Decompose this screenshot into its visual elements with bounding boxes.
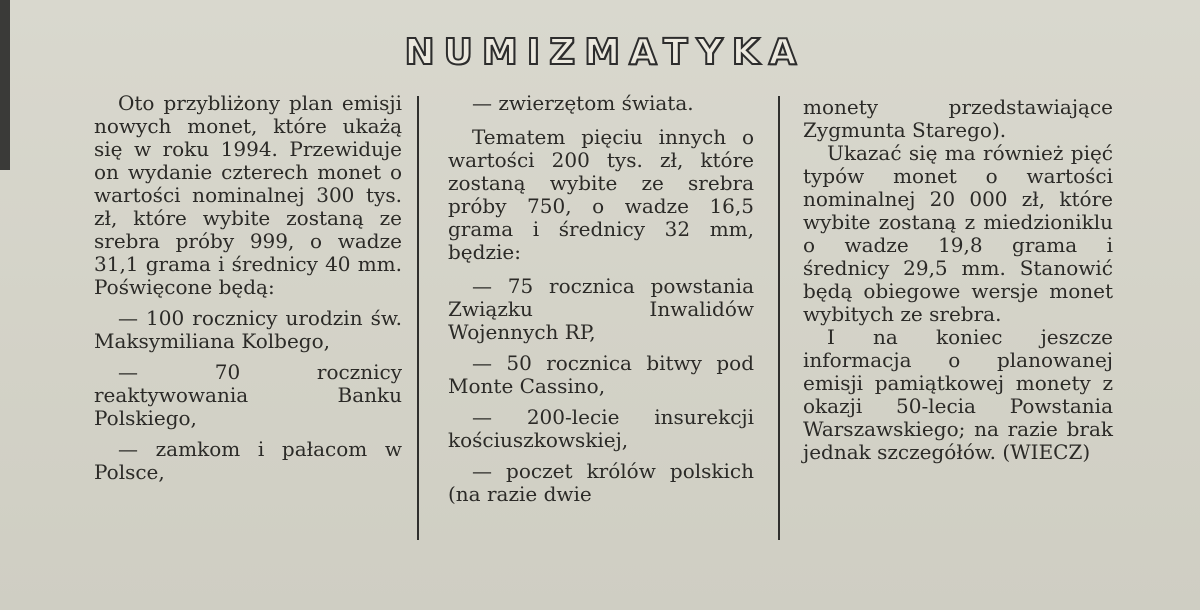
list-item-bank: — 70 rocznicy reaktywowania Banku Polskiego,	[94, 360, 402, 430]
article-column-3	[803, 96, 1113, 464]
section-heading: NUMIZMATYKA	[404, 32, 806, 73]
list-item-insurekcja: — 200-lecie insurekcji kościuszkowskiej,	[448, 405, 754, 452]
paragraph-miedzionikiel: Ukazać się ma również pięć typów monet o wartości nominalnej 20 000 zł, które wybite zostaną z miedzioniklu o wadze 19,8 grama i średnicy 29,5 mm. Stanowić będą obiegowe wersje monet wybitych ze srebra.	[803, 141, 1113, 326]
article-column-2	[448, 92, 754, 506]
list-item-monte-cassino: — 50 rocznica bitwy pod Monte Cassino,	[448, 351, 754, 398]
list-item-poczet: — poczet królów polskich (na razie dwie	[448, 459, 754, 506]
paragraph-200-tys: Tematem pięciu innych o wartości 200 tys. zł, które zostaną wybite ze srebra próby 750, o wadze 16,5 grama i średnicy 32 mm, będzie:	[448, 125, 754, 264]
list-item-kolbe: — 100 rocznicy urodzin św. Maksymiliana Kolbego,	[94, 306, 402, 353]
page-edge-shadow	[0, 0, 10, 170]
list-item-inwalidzi: — 75 rocznica powstania Związku Inwalidów Wojennych RP,	[448, 274, 754, 344]
column-rule-2	[778, 96, 780, 540]
paragraph-continuation: monety przedstawiające Zygmunta Starego).	[803, 95, 1113, 142]
article-column-1	[94, 92, 402, 484]
list-item-zamki: — zamkom i pałacom w Polsce,	[94, 437, 402, 484]
list-item-zwierzeta: — zwierzętom świata.	[472, 91, 694, 115]
paragraph-intro: Oto przybliżony plan emisji nowych monet, które ukażą się w roku 1994. Przewiduje on wydanie czterech monet o wartości nominalnej 300 tys. zł, które wybite zostaną ze srebra próby 999, o wadze 31,1 grama i średnicy 40 mm. Poświęcone będą:	[94, 91, 402, 299]
paragraph-powstanie: I na koniec jeszcze informacja o planowanej emisji pamiątkowej monety z okazji 50-lecia Powstania Warszawskiego; na razie brak jednak szczegółów. (WIECZ)	[803, 325, 1113, 464]
column-rule-1	[417, 96, 419, 540]
